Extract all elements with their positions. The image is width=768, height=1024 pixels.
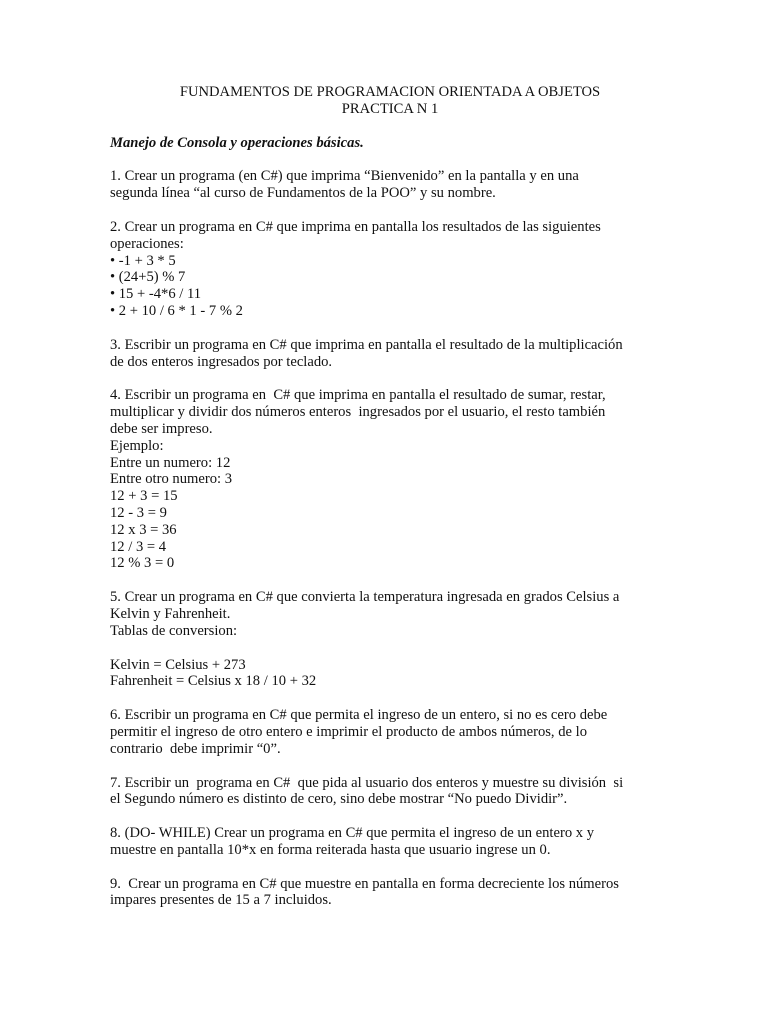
operation-item: • (24+5) % 7 <box>110 269 186 286</box>
example-line: 12 % 3 = 0 <box>110 555 175 572</box>
example-line: Ejemplo: <box>110 437 164 454</box>
exercise-line: 3. Escribir un programa en C# que imprima en pantalla el resultado de la multiplicación <box>110 336 623 353</box>
exercise-line: Kelvin y Fahrenheit. <box>110 605 231 622</box>
exercise-line: 9. Crear un programa en C# que muestre en pantalla en forma decreciente los números <box>110 875 619 892</box>
document-subtitle-practice: PRACTICA N 1 <box>341 100 439 117</box>
exercise-line: 6. Escribir un programa en C# que permita el ingreso de un entero, si no es cero debe <box>110 707 608 724</box>
exercise-3 <box>110 337 670 371</box>
exercise-line: debe ser impreso. <box>110 420 213 437</box>
operation-item: • 2 + 10 / 6 * 1 - 7 % 2 <box>110 302 243 319</box>
example-line: 12 / 3 = 4 <box>110 538 167 555</box>
exercise-5 <box>110 589 670 690</box>
exercise-line: de dos enteros ingresados por teclado. <box>110 353 333 370</box>
operation-item: • 15 + -4*6 / 11 <box>110 286 202 303</box>
document-page <box>110 84 670 909</box>
operation-item: • -1 + 3 * 5 <box>110 252 176 269</box>
example-line: 12 - 3 = 9 <box>110 504 167 521</box>
exercise-1 <box>110 168 670 202</box>
exercise-line: multiplicar y dividir dos números enteros ingresados por el usuario, el resto también <box>110 404 606 421</box>
exercise-7 <box>110 775 670 809</box>
example-line: Entre un numero: 12 <box>110 454 231 471</box>
exercise-2 <box>110 219 670 320</box>
example-line: Entre otro numero: 3 <box>110 471 232 488</box>
exercise-line: 5. Crear un programa en C# que convierta la temperatura ingresada en grados Celsius a <box>110 589 620 606</box>
exercise-line: permitir el ingreso de otro entero e imprimir el producto de ambos números, de lo <box>110 723 588 740</box>
exercise-4 <box>110 387 670 572</box>
exercise-9 <box>110 876 670 910</box>
exercise-line: 2. Crear un programa en C# que imprima en pantalla los resultados de las siguientes <box>110 218 601 235</box>
exercise-line: segunda línea “al curso de Fundamentos de la POO” y su nombre. <box>110 185 496 202</box>
exercise-line: Tablas de conversion: <box>110 622 238 639</box>
exercise-line: 8. (DO- WHILE) Crear un programa en C# que permita el ingreso de un entero x y <box>110 825 595 842</box>
section-heading: Manejo de Consola y operaciones básicas. <box>110 134 364 151</box>
formula-kelvin: Kelvin = Celsius + 273 <box>110 656 246 673</box>
example-line: 12 + 3 = 15 <box>110 488 178 505</box>
exercise-8 <box>110 825 670 859</box>
exercise-line: impares presentes de 15 a 7 incluidos. <box>110 892 332 909</box>
exercise-line: 7. Escribir un programa en C# que pida al usuario dos enteros y muestre su división si <box>110 774 624 791</box>
example-line: 12 x 3 = 36 <box>110 521 177 538</box>
document-title: FUNDAMENTOS DE PROGRAMACION ORIENTADA A OBJETOS <box>179 84 601 100</box>
exercise-line: muestre en pantalla 10*x en forma reiterada hasta que usuario ingrese un 0. <box>110 841 551 858</box>
exercise-line: 1. Crear un programa (en C#) que imprima “Bienvenido” en la pantalla y en una <box>110 168 579 185</box>
exercise-line: 4. Escribir un programa en C# que imprima en pantalla el resultado de sumar, restar, <box>110 387 606 404</box>
exercise-line: operaciones: <box>110 235 184 252</box>
exercise-line: el Segundo número es distinto de cero, sino debe mostrar “No puedo Dividir”. <box>110 791 568 808</box>
formula-fahrenheit: Fahrenheit = Celsius x 18 / 10 + 32 <box>110 673 317 690</box>
exercise-6 <box>110 707 670 757</box>
exercise-line: contrario debe imprimir “0”. <box>110 740 281 757</box>
